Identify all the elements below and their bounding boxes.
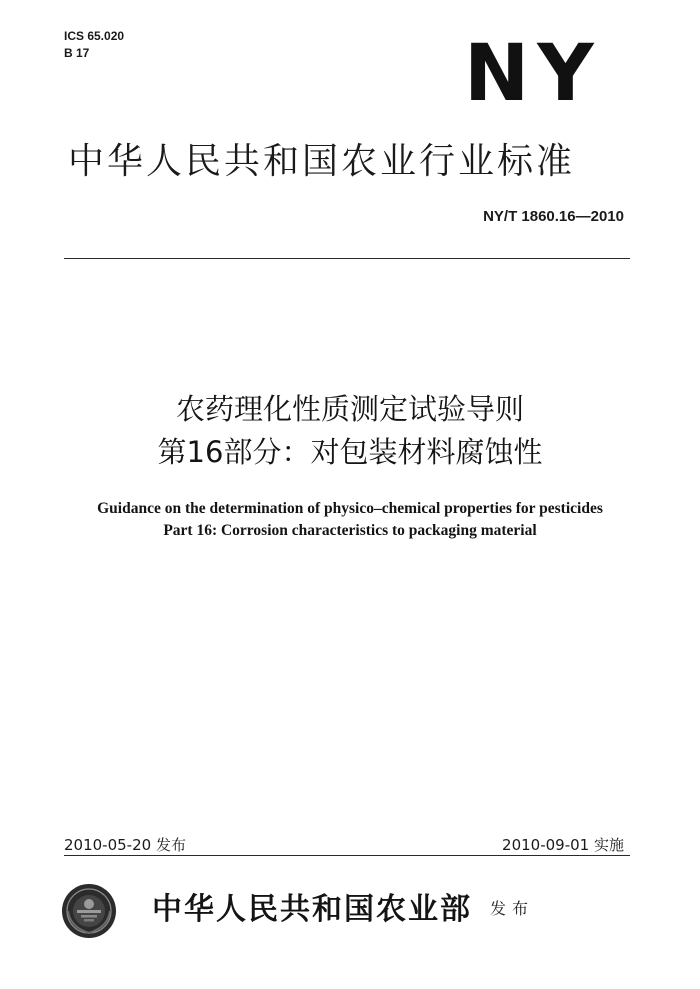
ny-logo: NY — [464, 29, 602, 119]
chinese-title-line-2: 第16部分：对包装材料腐蚀性 — [157, 435, 543, 469]
series-title: 中华人民共和国农业行业标准 — [68, 141, 576, 182]
issuing-authority: 中华人民共和国农业部 — [152, 892, 472, 927]
issuer-action-label: 发布 — [490, 899, 535, 918]
ccs-code: B 17 — [64, 46, 90, 60]
footer-divider — [64, 855, 630, 856]
header-divider — [64, 258, 630, 259]
chinese-title-line-1: 农药理化性质测定试验导则 — [175, 392, 524, 426]
english-title-line-2: Part 16: Corrosion characteristics to packaging material — [163, 522, 537, 539]
ics-code: ICS 65.020 — [64, 29, 125, 43]
seal-emblem-icon — [60, 882, 118, 940]
english-title-line-1: Guidance on the determination of physico–chemical properties for pesticides — [97, 500, 603, 517]
classification-codes — [64, 28, 124, 62]
issue-date: 2010-05-20 发布 — [64, 836, 186, 854]
standard-number: NY/T 1860.16—2010 — [483, 208, 624, 225]
implementation-date: 2010-09-01 实施 — [502, 836, 624, 854]
